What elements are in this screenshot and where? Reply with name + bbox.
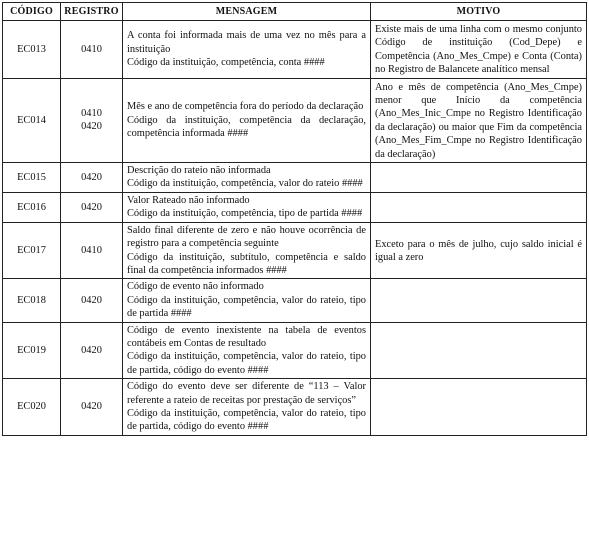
table-row	[3, 222, 587, 279]
motivo-cell	[371, 163, 587, 193]
mensagem-text: Código de evento inexistente na tabela de eventos contábeis em Contas de resultado	[127, 324, 366, 349]
header-mensagem: MENSAGEM	[123, 3, 371, 21]
registro-value: 0420	[81, 401, 102, 413]
motivo-cell	[371, 322, 587, 379]
registro-cell	[61, 279, 123, 322]
table-row	[3, 279, 587, 322]
registro-cell	[61, 192, 123, 222]
mensagem-cell	[123, 192, 371, 222]
table-row	[3, 322, 587, 379]
mensagem-detail: Código da instituição, competência, conta ####	[127, 57, 325, 69]
mensagem-cell	[123, 78, 371, 162]
mensagem-text: Descrição do rateio não informada	[127, 165, 271, 177]
mensagem-text: Código do evento deve ser diferente de “113 – Valor referente a rateio de receitas por prestação de serviços”	[127, 381, 366, 406]
registro-value: 0420	[81, 171, 102, 183]
registro-cell	[61, 78, 123, 162]
mensagem-text: Mês e ano de competência fora do período da declaração	[127, 101, 364, 113]
codigo-cell: EC013	[3, 21, 61, 79]
mensagem-text: Saldo final diferente de zero e não houve ocorrência de registro para a competência seguinte	[127, 224, 366, 250]
motivo-cell	[371, 192, 587, 222]
registro-cell	[61, 322, 123, 379]
registro-value: 0420	[81, 201, 102, 213]
mensagem-cell	[123, 21, 371, 79]
registro-cell	[61, 222, 123, 279]
mensagem-cell	[123, 222, 371, 279]
registro-value: 0410	[81, 244, 102, 256]
codigo-cell: EC018	[3, 279, 61, 322]
mensagem-detail: Código da instituição, competência, valor do rateio, tipo de partida ####	[127, 294, 366, 320]
header-codigo: CÓDIGO	[3, 3, 61, 21]
header-motivo: MOTIVO	[371, 3, 587, 21]
table-row	[3, 192, 587, 222]
document-page	[2, 2, 587, 436]
registro-cell	[61, 163, 123, 193]
table-row	[3, 78, 587, 162]
registro-value: 0420	[81, 294, 102, 306]
mensagem-cell	[123, 322, 371, 379]
table-row	[3, 379, 587, 436]
mensagem-cell	[123, 379, 371, 436]
mensagem-text: Código de evento não informado	[127, 281, 264, 293]
codigo-cell: EC020	[3, 379, 61, 436]
registro-value: 0410	[81, 107, 102, 119]
table-row	[3, 163, 587, 193]
mensagem-detail: Código da instituição, competência, valor do rateio, tipo de partida, código do evento ####	[127, 351, 366, 376]
mensagem-detail: Código da instituição, competência, tipo de partida ####	[127, 208, 363, 220]
header-registro: REGISTRO	[61, 3, 123, 21]
motivo-cell	[371, 279, 587, 322]
motivo-cell	[371, 379, 587, 436]
registro-value: 0410	[81, 43, 102, 55]
mensagem-text: A conta foi informada mais de uma vez no mês para a instituição	[127, 30, 366, 55]
mensagem-cell	[123, 163, 371, 193]
error-codes-table	[2, 2, 587, 436]
mensagem-detail: Código da instituição, competência da declaração, competência informada ####	[127, 114, 366, 140]
mensagem-detail: Código da instituição, competência, valor do rateio, tipo de partida, código do evento ####	[127, 407, 366, 433]
mensagem-detail: Código da instituição, subtítulo, competência e saldo final da competência informados ####	[127, 251, 366, 276]
codigo-cell: EC014	[3, 78, 61, 162]
table-row	[3, 21, 587, 79]
mensagem-detail: Código da instituição, competência, valor do rateio ####	[127, 178, 363, 190]
motivo-cell: Exceto para o mês de julho, cujo saldo inicial é igual a zero	[371, 222, 587, 279]
table-header-row	[3, 3, 587, 21]
mensagem-cell	[123, 279, 371, 322]
codigo-cell: EC019	[3, 322, 61, 379]
registro-value: 0420	[81, 121, 102, 133]
registro-cell	[61, 21, 123, 79]
codigo-cell: EC017	[3, 222, 61, 279]
motivo-cell: Ano e mês de competência (Ano_Mes_Cmpe) menor que Início da competência (Ano_Mes_Inic_Cmpe no Registro Identificação da declaração) ou maior que Fim da competência (Ano_Mes_Fim_Cmpe no Registro Identificação da declaração)	[371, 78, 587, 162]
registro-value: 0420	[81, 344, 102, 356]
registro-cell	[61, 379, 123, 436]
mensagem-text: Valor Rateado não informado	[127, 194, 250, 206]
codigo-cell: EC015	[3, 163, 61, 193]
motivo-cell: Existe mais de uma linha com o mesmo conjunto Código de instituição (Cod_Depe) e Competência (Ano_Mes_Cmpe) e Conta (Conta) no Registro de Balancete analítico mensal	[371, 21, 587, 79]
codigo-cell: EC016	[3, 192, 61, 222]
